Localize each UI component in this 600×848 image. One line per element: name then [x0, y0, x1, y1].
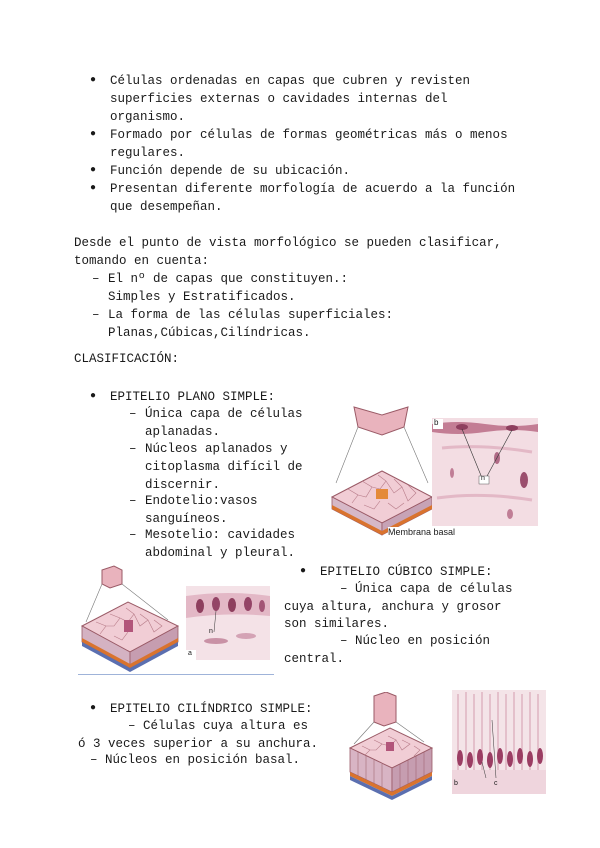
morphology-item-2 [108, 306, 393, 342]
cilindrico-micro-label-b: b [454, 780, 458, 787]
bullet-text: ● Células ordenadas en capas que cubren y revisten [110, 74, 471, 88]
item-label: – El nº de capas que constituyen.: [108, 272, 349, 286]
cilindrico-micro-label-c: c [494, 780, 498, 787]
item-text: discernir. [145, 478, 221, 492]
cubico-micro-label-n: n [209, 628, 213, 635]
plano-title [110, 388, 275, 406]
item-text: citoplasma difícil de [145, 460, 303, 474]
item-text: – Núcleos aplanados y [145, 442, 288, 456]
cilindrico-title [110, 700, 313, 718]
item-sub: Planas,Cúbicas,Cilíndricas. [108, 326, 311, 340]
intro-bullet-2 [110, 126, 508, 162]
cubico-text-2: cuya altura, anchura y grosor [284, 600, 502, 614]
item-text: – Mesotelio: cavidades [145, 528, 296, 542]
plano-diagram [328, 405, 434, 541]
item-text: sanguíneos. [145, 512, 228, 526]
intro-bullet-3 [110, 162, 350, 180]
lifted-cube-cell [102, 566, 122, 588]
morphology-paragraph [74, 234, 502, 270]
intro-bullet-4 [110, 180, 515, 216]
section-title: ● EPITELIO CÚBICO SIMPLE: [320, 565, 493, 579]
plano-micrograph [432, 418, 538, 526]
item-text: aplanadas. [145, 425, 221, 439]
highlighted-cube [124, 620, 133, 632]
cilindrico-text-3: – Núcleos en posición basal. [90, 753, 301, 767]
cubico-text-3: son similares. [284, 617, 390, 631]
cubico-micrograph [186, 586, 270, 660]
plano-item-1 [145, 405, 303, 441]
cilindrico-text-2: ó 3 veces superior a su anchura. [78, 737, 319, 751]
item-text: – Endotelio:vasos [145, 494, 258, 508]
bullet-text: regulares. [110, 146, 186, 160]
bullet-text: que desempeñan. [110, 200, 223, 214]
item-text: – Única capa de células [145, 407, 303, 421]
section-title: ● EPITELIO CILÍNDRICO SIMPLE: [110, 702, 313, 716]
lifted-column-cell [374, 692, 396, 726]
bullet-text: ● Función depende de su ubicación. [110, 164, 351, 178]
paragraph-line: tomando en cuenta: [74, 254, 210, 268]
item-sub: Simples y Estratificados. [108, 290, 296, 304]
item-text: abdominal y pleural. [145, 546, 296, 560]
cubico-diagram [78, 564, 182, 676]
lifted-cell-shape [354, 407, 408, 435]
plano-micro-label-b: b [434, 418, 439, 427]
cilindrico-diagram [344, 692, 436, 802]
cilindrico-micrograph [452, 690, 546, 794]
plano-item-3 [145, 492, 258, 528]
section-title: ● EPITELIO PLANO SIMPLE: [110, 390, 276, 404]
plano-item-4 [145, 526, 295, 562]
cubico-text-5: central. [284, 652, 345, 666]
item-label: – La forma de las células superficiales: [108, 308, 394, 322]
plano-micro-label-n: n [481, 475, 485, 482]
highlighted-cell [376, 489, 388, 499]
cubico-micro-label-a: a [188, 650, 192, 657]
bullet-text: organismo. [110, 110, 186, 124]
cubico-figure-underline [78, 674, 274, 675]
bullet-text: ● Presentan diferente morfología de acuerdo a la función [110, 182, 516, 196]
membrana-basal-label: Membrana basal [388, 527, 456, 537]
bullet-text: ● Formado por células de formas geométricas más o menos [110, 128, 508, 142]
classification-heading: CLASIFICACIÓN: [74, 352, 180, 366]
morphology-item-1 [108, 270, 348, 306]
plano-item-2 [145, 440, 303, 494]
cubico-text-1: – Única capa de células [340, 582, 513, 596]
paragraph-line: Desde el punto de vista morfológico se pueden clasificar, [74, 236, 502, 250]
intro-bullet-1 [110, 72, 470, 126]
cilindrico-text-1: – Células cuya altura es [128, 719, 309, 733]
cubico-title [320, 563, 493, 581]
bullet-text: superficies externas o cavidades internas del [110, 92, 448, 106]
cubico-text-4: – Núcleo en posición [340, 634, 491, 648]
